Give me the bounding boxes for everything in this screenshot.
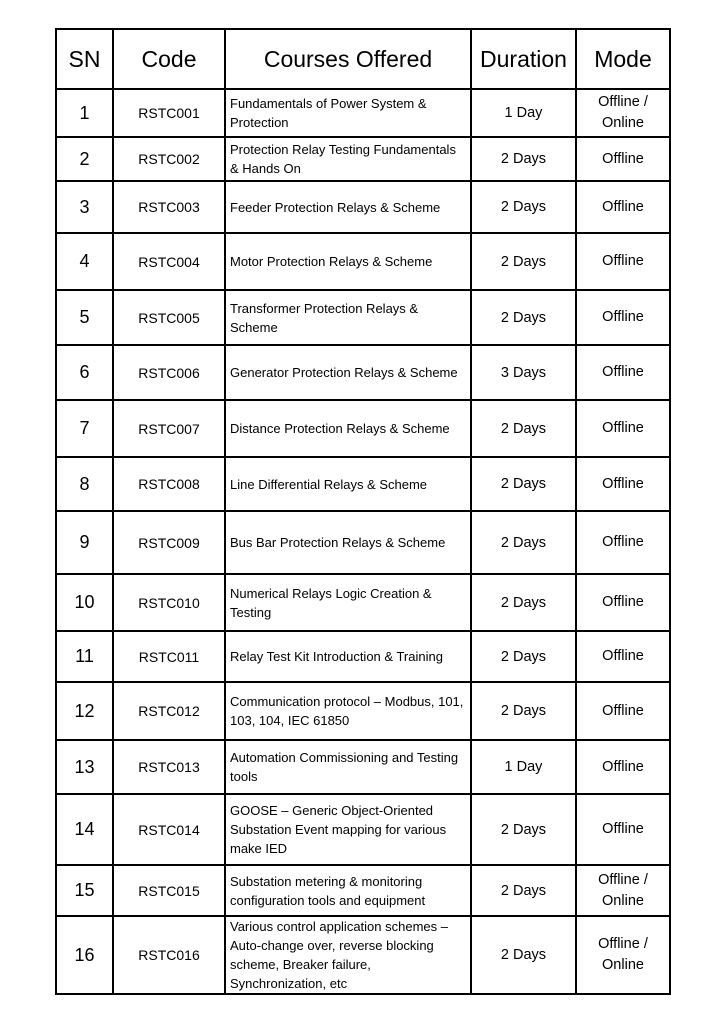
cell-course: Line Differential Relays & Scheme — [225, 457, 471, 511]
table-row — [56, 137, 670, 181]
cell-sn: 13 — [56, 740, 113, 794]
header-course: Courses Offered — [225, 29, 471, 89]
cell-code: RSTC014 — [113, 794, 225, 865]
cell-course: Bus Bar Protection Relays & Scheme — [225, 511, 471, 574]
cell-sn: 14 — [56, 794, 113, 865]
cell-course: Distance Protection Relays & Scheme — [225, 400, 471, 457]
header-mode: Mode — [576, 29, 670, 89]
cell-duration: 2 Days — [471, 290, 576, 345]
cell-code: RSTC001 — [113, 89, 225, 137]
cell-mode: Offline — [576, 740, 670, 794]
table-row — [56, 682, 670, 740]
cell-course: Protection Relay Testing Fundamentals & Hands On — [225, 137, 471, 181]
cell-course: Motor Protection Relays & Scheme — [225, 233, 471, 290]
cell-course: Various control application schemes – Auto-change over, reverse blocking scheme, Breaker failure, Synchronization, etc — [225, 916, 471, 994]
table-row — [56, 794, 670, 865]
cell-sn: 2 — [56, 137, 113, 181]
table-row — [56, 916, 670, 994]
cell-code: RSTC015 — [113, 865, 225, 916]
cell-code: RSTC009 — [113, 511, 225, 574]
cell-code: RSTC004 — [113, 233, 225, 290]
cell-sn: 4 — [56, 233, 113, 290]
cell-code: RSTC008 — [113, 457, 225, 511]
table-row — [56, 345, 670, 400]
cell-code: RSTC010 — [113, 574, 225, 631]
table-row — [56, 865, 670, 916]
table-row — [56, 400, 670, 457]
cell-sn: 5 — [56, 290, 113, 345]
table-body — [56, 89, 670, 994]
cell-duration: 2 Days — [471, 511, 576, 574]
header-sn: SN — [56, 29, 113, 89]
cell-code: RSTC011 — [113, 631, 225, 682]
cell-sn: 15 — [56, 865, 113, 916]
cell-duration: 1 Day — [471, 89, 576, 137]
cell-mode: Offline — [576, 511, 670, 574]
cell-code: RSTC006 — [113, 345, 225, 400]
cell-duration: 2 Days — [471, 794, 576, 865]
cell-code: RSTC002 — [113, 137, 225, 181]
cell-duration: 2 Days — [471, 400, 576, 457]
cell-sn: 3 — [56, 181, 113, 233]
cell-duration: 3 Days — [471, 345, 576, 400]
cell-code: RSTC005 — [113, 290, 225, 345]
cell-code: RSTC016 — [113, 916, 225, 994]
cell-mode: Offline — [576, 794, 670, 865]
cell-mode: Offline — [576, 631, 670, 682]
cell-code: RSTC003 — [113, 181, 225, 233]
cell-sn: 11 — [56, 631, 113, 682]
table-row — [56, 511, 670, 574]
cell-duration: 2 Days — [471, 137, 576, 181]
cell-course: Generator Protection Relays & Scheme — [225, 345, 471, 400]
cell-course: Relay Test Kit Introduction & Training — [225, 631, 471, 682]
table-row — [56, 233, 670, 290]
cell-sn: 8 — [56, 457, 113, 511]
table-row — [56, 574, 670, 631]
cell-mode: Offline — [576, 457, 670, 511]
cell-duration: 2 Days — [471, 233, 576, 290]
cell-course: GOOSE – Generic Object-Oriented Substation Event mapping for various make IED — [225, 794, 471, 865]
cell-duration: 2 Days — [471, 574, 576, 631]
cell-sn: 12 — [56, 682, 113, 740]
cell-course: Numerical Relays Logic Creation & Testing — [225, 574, 471, 631]
table-row — [56, 181, 670, 233]
header-code: Code — [113, 29, 225, 89]
cell-course: Fundamentals of Power System & Protection — [225, 89, 471, 137]
cell-sn: 9 — [56, 511, 113, 574]
cell-mode: Offline — [576, 345, 670, 400]
cell-duration: 2 Days — [471, 181, 576, 233]
header-row — [56, 29, 670, 89]
cell-duration: 2 Days — [471, 916, 576, 994]
cell-course: Transformer Protection Relays & Scheme — [225, 290, 471, 345]
cell-mode: Offline / Online — [576, 916, 670, 994]
cell-mode: Offline — [576, 181, 670, 233]
cell-duration: 2 Days — [471, 631, 576, 682]
cell-course: Automation Commissioning and Testing tools — [225, 740, 471, 794]
cell-sn: 6 — [56, 345, 113, 400]
cell-sn: 10 — [56, 574, 113, 631]
cell-sn: 7 — [56, 400, 113, 457]
cell-code: RSTC012 — [113, 682, 225, 740]
cell-mode: Offline — [576, 400, 670, 457]
cell-course: Communication protocol – Modbus, 101, 103, 104, IEC 61850 — [225, 682, 471, 740]
cell-sn: 16 — [56, 916, 113, 994]
cell-duration: 2 Days — [471, 682, 576, 740]
courses-table — [55, 28, 671, 995]
cell-duration: 2 Days — [471, 457, 576, 511]
table-row — [56, 89, 670, 137]
cell-mode: Offline — [576, 574, 670, 631]
cell-sn: 1 — [56, 89, 113, 137]
cell-mode: Offline / Online — [576, 865, 670, 916]
header-duration: Duration — [471, 29, 576, 89]
cell-duration: 2 Days — [471, 865, 576, 916]
cell-course: Feeder Protection Relays & Scheme — [225, 181, 471, 233]
table-row — [56, 457, 670, 511]
table-row — [56, 290, 670, 345]
cell-mode: Offline — [576, 290, 670, 345]
table-row — [56, 631, 670, 682]
cell-mode: Offline — [576, 682, 670, 740]
cell-code: RSTC007 — [113, 400, 225, 457]
cell-mode: Offline — [576, 137, 670, 181]
cell-mode: Offline — [576, 233, 670, 290]
cell-code: RSTC013 — [113, 740, 225, 794]
cell-mode: Offline / Online — [576, 89, 670, 137]
table-row — [56, 740, 670, 794]
cell-duration: 1 Day — [471, 740, 576, 794]
cell-course: Substation metering & monitoring configuration tools and equipment — [225, 865, 471, 916]
